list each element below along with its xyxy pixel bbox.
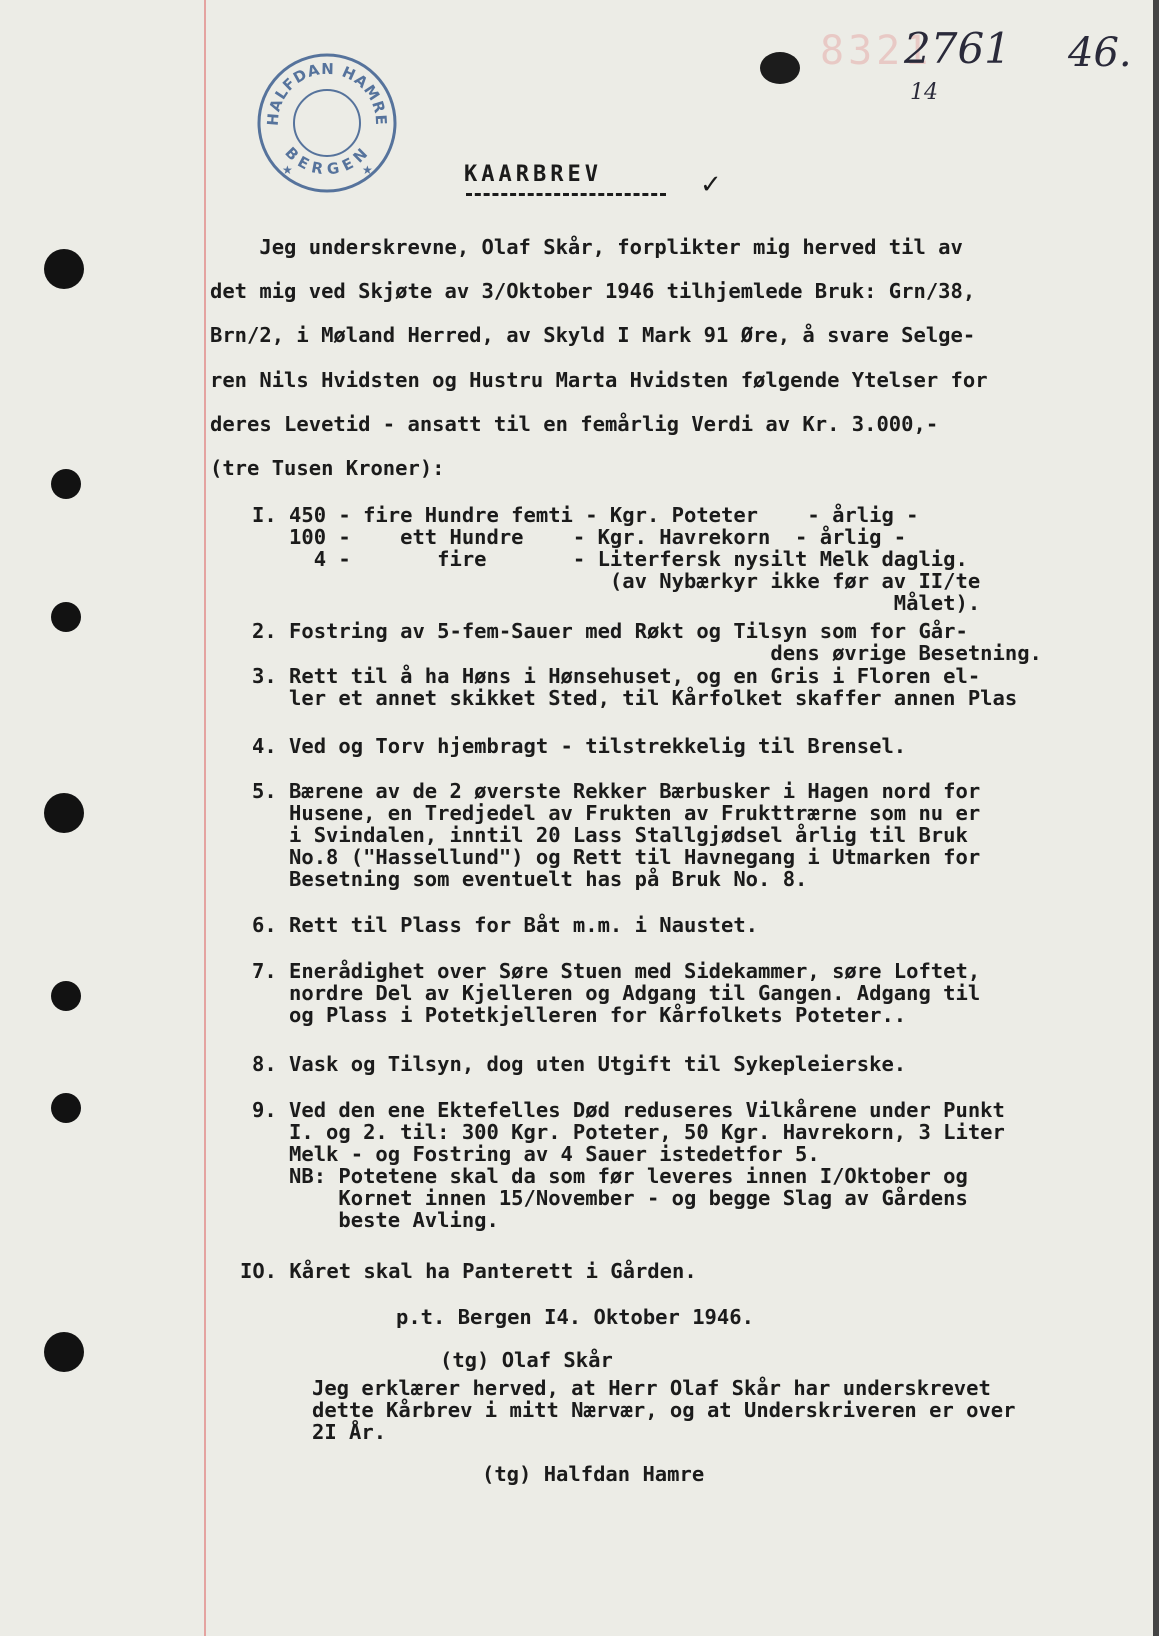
item-9: 9. Ved den ene Ektefelles Død reduseres Vilkårene under Punkt I. og 2. til: 300 Kgr. Poteter, 50 Kgr. Havrekorn, 3 Liter Melk - og Fostring av 4 Sauer istedetfor 5. NB: Potetene skal da som før leveres innen I/Oktober og Kornet innen 15/November - og begge Slag av Gårdens beste Avling. [252, 1098, 1005, 1232]
stamp-text-top: HALFDAN HAMRE [263, 59, 391, 127]
title-underline [466, 193, 666, 196]
item-3: 3. Rett til å ha Høns i Hønsehuset, og en Gris i Floren el- ler et annet skikket Sted, til Kårfolket skaffer annen Plas [252, 664, 1018, 710]
paragraph-line: ren Nils Hvidsten og Hustru Marta Hvidsten følgende Ytelser for [210, 368, 988, 392]
witness-declaration: Jeg erklærer herved, at Herr Olaf Skår har underskrevet dette Kårbrev i mitt Nærvær, og at Underskriveren er over 2I År. [312, 1376, 1016, 1444]
stamp-text-bottom: BERGEN [281, 143, 373, 179]
handwritten-sub-number: 14 [910, 80, 938, 105]
item-7: 7. Enerådighet over Søre Stuen med Sidekammer, søre Loftet, nordre Del av Kjelleren og Adgang til Gangen. Adgang til og Plass i Potetkjelleren for Kårfolkets Poteter.. [252, 959, 981, 1027]
signature-olaf-skaar: (tg) Olaf Skår [440, 1348, 613, 1372]
ink-blot [760, 52, 800, 84]
halfdan-hamre-stamp [254, 50, 400, 196]
handwritten-number: 2761 [904, 24, 1011, 73]
place-and-date: p.t. Bergen I4. Oktober 1946. [396, 1305, 754, 1329]
faded-red-stamp: 8321 [820, 28, 933, 74]
punch-hole-icon [44, 1332, 84, 1372]
item-2: 2. Fostring av 5-fem-Sauer med Røkt og Tilsyn som for Går- dens øvrige Besetning. [252, 619, 1042, 665]
paragraph-line: (tre Tusen Kroner): [210, 456, 445, 480]
document-title: KAARBREV [464, 162, 602, 187]
item-1: I. 450 - fire Hundre femti - Kgr. Poteter - årlig - 100 - ett Hundre - Kgr. Havrekorn - årlig - 4 - fire - Literfersk nysilt Melk daglig. (av Nybærkyr ikke før av II/te Målet). [252, 503, 981, 615]
page-edge [1153, 0, 1159, 1636]
punch-hole-icon [51, 469, 81, 499]
punch-hole-icon [51, 1093, 81, 1123]
svg-text:★: ★ [282, 163, 293, 177]
paragraph-line: Brn/2, i Møland Herred, av Skyld I Mark 91 Øre, å svare Selge- [210, 323, 976, 347]
paragraph-line: det mig ved Skjøte av 3/Oktober 1946 tilhjemlede Bruk: Grn/38, [210, 279, 976, 303]
item-6: 6. Rett til Plass for Båt m.m. i Naustet. [252, 913, 759, 937]
item-4: 4. Ved og Torv hjembragt - tilstrekkelig til Brensel. [252, 734, 907, 758]
item-5: 5. Bærene av de 2 øverste Rekker Bærbusker i Hagen nord for Husene, en Tredjedel av Frukten av Frukttrærne som nu er i Svindalen, inntil 20 Lass Stallgjødsel årlig til Bruk No.8 ("Hassellund") og Rett til Havnegang i Utmarken for Besetning som eventuelt has på Bruk No. 8. [252, 779, 981, 891]
svg-text:BERGEN [281, 143, 372, 178]
punch-hole-icon [44, 793, 84, 833]
paragraph-line: Jeg underskrevne, Olaf Skår, forplikter mig herved til av [210, 235, 963, 259]
punch-hole-icon [51, 981, 81, 1011]
handwritten-page-number: 46. [1068, 30, 1132, 76]
pen-mark: ✓ [700, 170, 722, 200]
punch-hole-icon [51, 602, 81, 632]
item-10: IO. Kåret skal ha Panterett i Gården. [240, 1259, 697, 1283]
item-8: 8. Vask og Tilsyn, dog uten Utgift til Sykepleierske. [252, 1052, 907, 1076]
svg-text:★: ★ [362, 163, 373, 177]
signature-halfdan-hamre: (tg) Halfdan Hamre [482, 1462, 705, 1486]
punch-hole-icon [44, 249, 84, 289]
paragraph-line: deres Levetid - ansatt til en femårlig Verdi av Kr. 3.000,- [210, 412, 939, 436]
red-margin-line [204, 0, 206, 1636]
